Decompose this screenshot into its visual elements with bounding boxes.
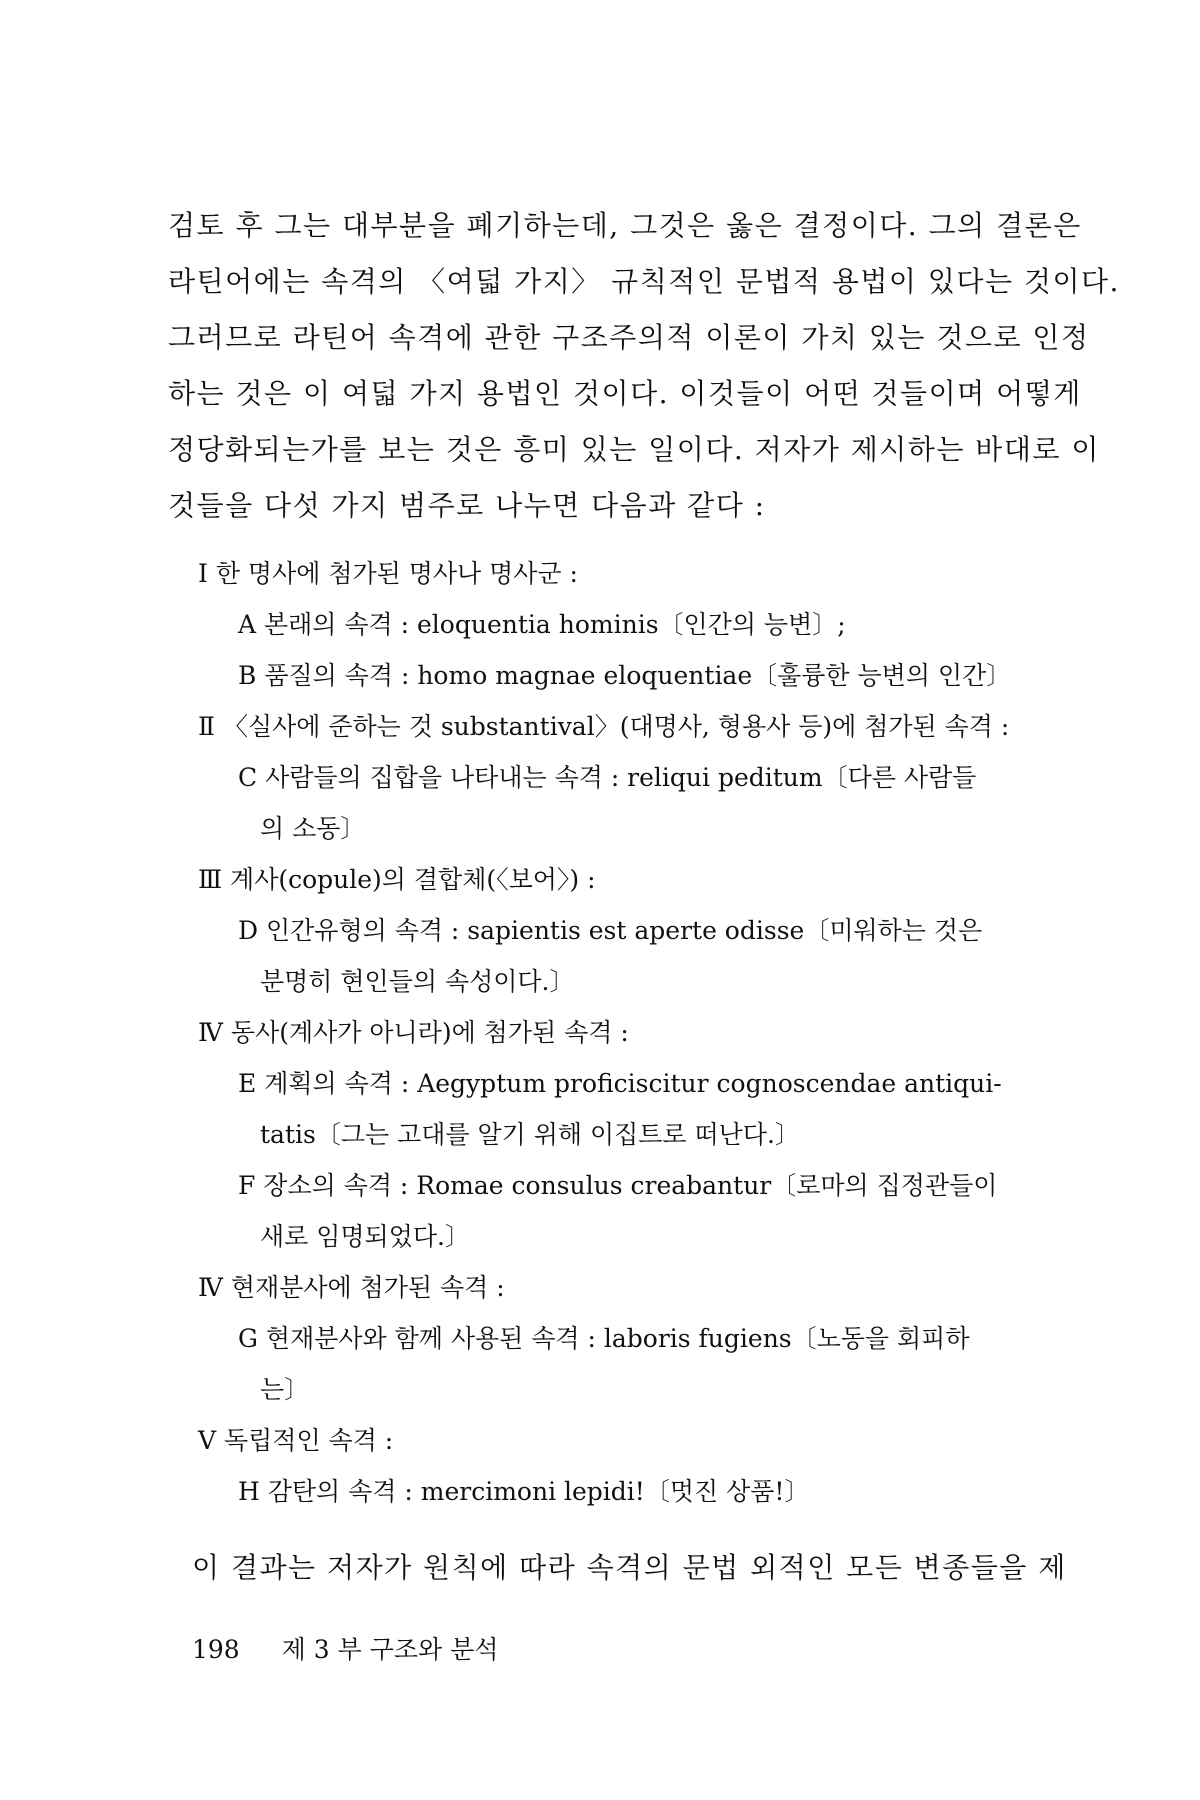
subcategory-continuation: 의 소동〕 bbox=[260, 814, 366, 843]
genitive-categories-list bbox=[168, 548, 1040, 1517]
page-number: 198 bbox=[192, 1635, 240, 1664]
subcategory-item: D 인간유형의 속격 : sapientis est aperte odisse〔미워하는 것은 bbox=[238, 916, 983, 945]
category-heading: I 한 명사에 첨가된 명사나 명사군 : bbox=[198, 559, 578, 588]
category-heading: Ⅲ 계사(copule)의 결합체(〈보어〉) : bbox=[198, 865, 596, 894]
subcategory-item: C 사람들의 집합을 나타내는 속격 : reliqui peditum〔다른 사람들 bbox=[238, 763, 977, 792]
subcategory-item: G 현재분사와 함께 사용된 속격 : laboris fugiens〔노동을 회피하 bbox=[238, 1324, 970, 1353]
paragraph-line: 것들을 다섯 가지 범주로 나누면 다음과 같다 : bbox=[168, 489, 766, 522]
subcategory-continuation: 는〕 bbox=[260, 1375, 310, 1404]
subcategory-continuation: 분명히 현인들의 속성이다.〕 bbox=[260, 967, 575, 996]
subcategory-item: F 장소의 속격 : Romae consulus creabantur〔로마의 집정관들이 bbox=[238, 1171, 998, 1200]
category-heading: Ⅱ 〈실사에 준하는 것 substantival〉(대명사, 형용사 등)에 첨가된 속격 : bbox=[198, 712, 1010, 741]
subcategory-item: A 본래의 속격 : eloquentia hominis〔인간의 능변〕; bbox=[238, 610, 846, 639]
paragraph-line: 검토 후 그는 대부분을 폐기하는데, 그것은 옳은 결정이다. 그의 결론은 bbox=[168, 209, 1082, 242]
category-heading: Ⅴ 독립적인 속격 : bbox=[198, 1426, 394, 1455]
paragraph-line: 라틴어에는 속격의 〈여덟 가지〉 규칙적인 문법적 용법이 있다는 것이다. bbox=[168, 265, 1120, 298]
paragraph-line: 그러므로 라틴어 속격에 관한 구조주의적 이론이 가치 있는 것으로 인정 bbox=[168, 321, 1090, 354]
paragraph-line: 하는 것은 이 여덟 가지 용법인 것이다. 이것들이 어떤 것들이며 어떻게 bbox=[168, 377, 1082, 410]
intro-paragraph bbox=[168, 198, 1120, 534]
paragraph-line: 정당화되는가를 보는 것은 흥미 있는 일이다. 저자가 제시하는 바대로 이 bbox=[168, 433, 1100, 466]
subcategory-continuation: 새로 임명되었다.〕 bbox=[260, 1222, 470, 1251]
subcategory-item: H 감탄의 속격 : mercimoni lepidi!〔멋진 상품!〕 bbox=[238, 1477, 810, 1506]
category-heading: Ⅳ 동사(계사가 아니라)에 첨가된 속격 : bbox=[198, 1018, 629, 1047]
category-heading: Ⅳ 현재분사에 첨가된 속격 : bbox=[198, 1273, 505, 1302]
page-footer bbox=[192, 1630, 498, 1670]
closing-paragraph-line: 이 결과는 저자가 원칙에 따라 속격의 문법 외적인 모든 변종들을 제 bbox=[192, 1551, 1067, 1584]
subcategory-item: E 계획의 속격 : Aegyptum proficiscitur cognoscendae antiqui- bbox=[238, 1069, 1002, 1098]
subcategory-item: B 품질의 속격 : homo magnae eloquentiae〔훌륭한 능변의 인간〕 bbox=[238, 661, 1012, 690]
running-section-title: 제 3 부 구조와 분석 bbox=[281, 1635, 499, 1664]
subcategory-continuation: tatis〔그는 고대를 알기 위해 이집트로 떠난다.〕 bbox=[260, 1120, 800, 1149]
